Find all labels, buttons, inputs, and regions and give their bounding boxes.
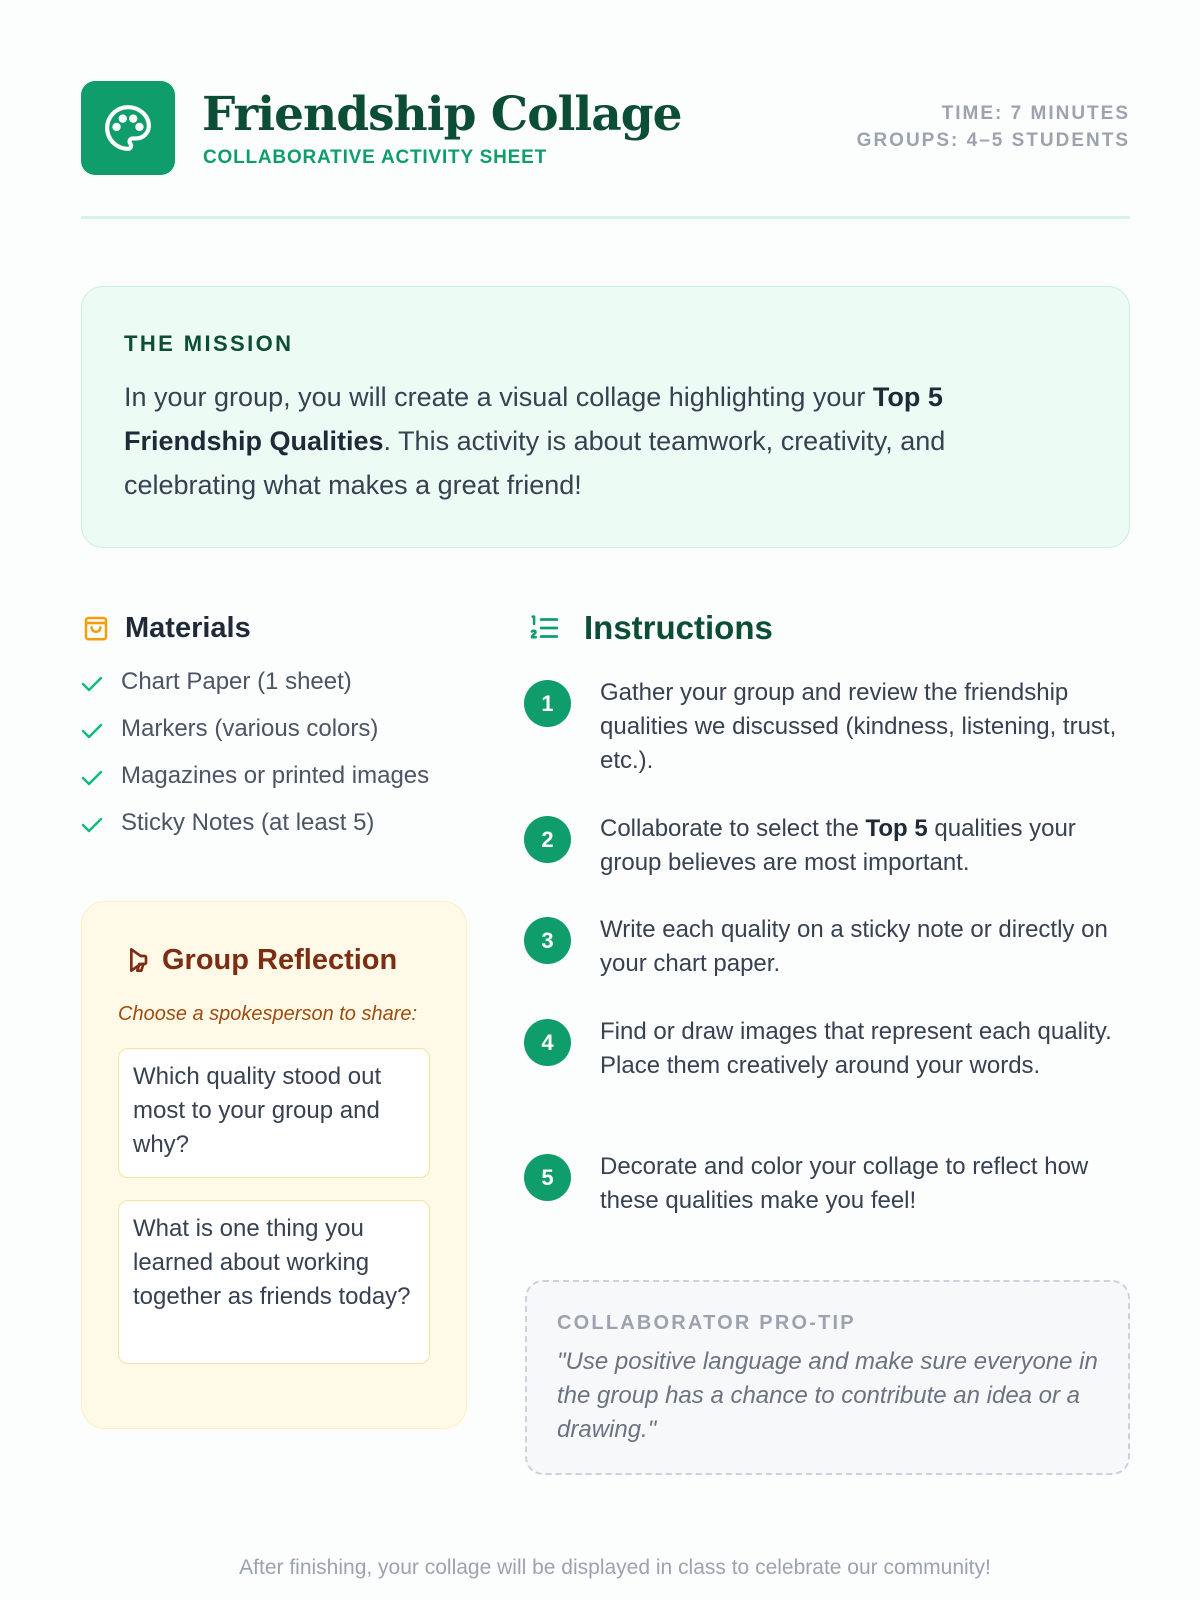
palette-icon	[103, 103, 153, 153]
logo	[81, 81, 175, 175]
mission-card	[81, 286, 1130, 548]
numbered-list-icon	[526, 611, 562, 645]
step-number: 5	[524, 1154, 571, 1201]
mission-text-part: . This activity is about teamwork, creativity, and celebrating what makes a great friend!	[124, 426, 946, 500]
step-text-part: Find or draw images that represent each quality. Place them creatively around your words.	[600, 1018, 1112, 1079]
instructions-heading: Instructions	[584, 609, 773, 646]
reflection-subtitle: Choose a spokesperson to share:	[118, 1003, 418, 1025]
mission-text-part: In your group, you will create a visual collage highlighting your	[124, 382, 873, 412]
footer-note: After finishing, your collage will be displayed in class to celebrate our community!	[239, 1556, 991, 1579]
step-number: 4	[524, 1019, 571, 1066]
mission-text	[124, 375, 1044, 507]
reflection-question: Which quality stood out most to your group and why?	[118, 1048, 430, 1178]
instruction-step	[524, 917, 1130, 981]
step-text	[600, 812, 1130, 880]
shopping-bag-icon	[81, 612, 111, 644]
step-text-part: Gather your group and review the friendship qualities we discussed (kindness, listening, trust, etc.).	[600, 679, 1117, 774]
materials-list	[81, 668, 429, 856]
check-icon	[81, 809, 121, 841]
instructions-header	[526, 608, 773, 648]
protip-text: "Use positive language and make sure everyone in the group has a chance to contribute an idea or a drawing."	[557, 1348, 1098, 1443]
megaphone-icon	[118, 944, 150, 976]
mission-text-emphasis: Top 5 Friendship Qualities	[124, 382, 943, 456]
reflection-question: What is one thing you learned about working together as friends today?	[118, 1200, 430, 1364]
instruction-step	[524, 816, 1130, 880]
reflection-card	[81, 901, 467, 1429]
step-text-part: Write each quality on a sticky note or directly on your chart paper.	[600, 916, 1108, 977]
groups-label: GROUPS: 4–5 STUDENTS	[856, 130, 1130, 151]
step-number: 2	[524, 816, 571, 863]
instruction-step	[524, 680, 1130, 778]
check-icon	[81, 668, 121, 700]
material-item: Chart Paper (1 sheet)	[121, 668, 352, 695]
protip-heading: COLLABORATOR PRO-TIP	[557, 1312, 856, 1334]
materials-header	[81, 608, 251, 648]
check-icon	[81, 715, 121, 747]
list-item	[81, 762, 429, 809]
list-item	[81, 809, 429, 856]
step-text	[600, 676, 1130, 778]
material-item: Sticky Notes (at least 5)	[121, 809, 375, 836]
step-text	[600, 913, 1130, 981]
list-item	[81, 668, 429, 715]
step-text	[600, 1015, 1130, 1083]
material-item: Markers (various colors)	[121, 715, 379, 742]
mission-heading: THE MISSION	[124, 331, 294, 356]
step-text	[600, 1150, 1130, 1218]
time-label: TIME: 7 MINUTES	[941, 103, 1130, 124]
check-icon	[81, 762, 121, 794]
material-item: Magazines or printed images	[121, 762, 430, 789]
instruction-step	[524, 1154, 1130, 1218]
activity-meta	[857, 100, 1130, 154]
step-number: 1	[524, 680, 571, 727]
reflection-heading: Group Reflection	[162, 943, 398, 976]
step-text-part: Decorate and color your collage to reflect how these qualities make you feel!	[600, 1153, 1089, 1214]
list-item	[81, 715, 429, 762]
page-header	[81, 81, 1130, 175]
step-text-emphasis: Top 5	[865, 815, 928, 842]
protip-card	[525, 1280, 1130, 1475]
materials-heading: Materials	[125, 611, 251, 644]
reflection-header	[118, 940, 430, 980]
page-title: Friendship Collage	[202, 87, 682, 142]
step-text-part: Collaborate to select the	[600, 815, 866, 842]
page-subtitle: COLLABORATIVE ACTIVITY SHEET	[203, 147, 548, 168]
step-number: 3	[524, 917, 571, 964]
header-divider	[81, 216, 1130, 219]
step-text-part: qualities your group believes are most important.	[600, 815, 1076, 876]
instruction-step	[524, 1019, 1130, 1083]
